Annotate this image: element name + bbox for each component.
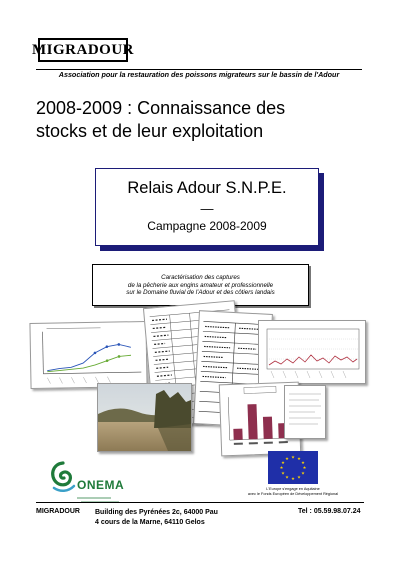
river-photo-graphic (98, 384, 191, 451)
svg-text:★: ★ (301, 460, 305, 465)
svg-text:★: ★ (297, 474, 301, 480)
relais-title: Relais Adour S.N.P.E. (127, 179, 287, 197)
svg-text:★: ★ (291, 454, 295, 460)
report-title-line-2: stocks et de leur exploitation (36, 121, 264, 141)
eu-stars-icon (268, 451, 318, 484)
svg-text:★: ★ (279, 465, 284, 471)
footer-address-line-1: Building des Pyrénées 2c, 64000 Pau (95, 509, 218, 516)
eu-caption-line-1: L'Europe s'engage en Aquitaine (266, 487, 320, 491)
eu-caption (212, 487, 374, 497)
thumbnail-small-page (284, 385, 326, 439)
report-title (36, 97, 366, 143)
svg-text:★: ★ (285, 456, 289, 461)
caption-line-1: Caractérisation des captures (161, 274, 240, 281)
eu-flag (268, 451, 318, 484)
footer-address (95, 508, 218, 528)
footer-phone: Tel : 05.59.98.07.24 (298, 508, 361, 515)
svg-text:★: ★ (302, 465, 307, 471)
onema-name: ONEMA (77, 478, 125, 492)
caption-line-2: de la pêcherie aux engins amateur et professionnelle (127, 281, 274, 289)
relais-dash: — (200, 201, 214, 216)
report-title-line-1: 2008-2009 : Connaissance des (36, 98, 286, 118)
svg-text:★: ★ (297, 456, 301, 461)
thumbnail-line-chart (29, 321, 147, 389)
thumbnail-line-chart-graphic (30, 322, 146, 388)
svg-text:★: ★ (281, 460, 285, 465)
onema-tagline (77, 491, 121, 509)
river-photo (97, 383, 192, 452)
migradour-logo (32, 38, 134, 62)
relais-box (95, 168, 319, 246)
tagline: Association pour la restauration des poissons migrateurs sur le bassin de l'Adour (58, 70, 340, 79)
footer-org: MIGRADOUR (36, 508, 80, 515)
svg-text:★: ★ (291, 476, 295, 481)
caption-box (92, 264, 309, 306)
svg-text:★: ★ (281, 470, 285, 476)
logo-text: MIGRADOUR (32, 41, 134, 58)
onema-logo (48, 460, 78, 496)
thumbnail-small-page-graphic (285, 386, 325, 438)
svg-text:★: ★ (301, 470, 305, 476)
footer-divider (36, 502, 364, 503)
relais-subtitle: Campagne 2008-2009 (147, 219, 267, 233)
eu-caption-line-2: avec le Fonds Européen de Développement Régional (247, 492, 339, 496)
svg-text:★: ★ (285, 474, 289, 480)
thumbnail-timeseries-graphic (259, 321, 365, 383)
caption-line-3: sur le Domaine fluvial de l'Adour et des côtiers landais (126, 289, 275, 297)
onema-swirl-icon (48, 460, 78, 496)
footer-address-line-2: 4 cours de la Marne, 64110 Gelos (95, 519, 205, 526)
thumbnail-timeseries-chart (258, 320, 366, 384)
